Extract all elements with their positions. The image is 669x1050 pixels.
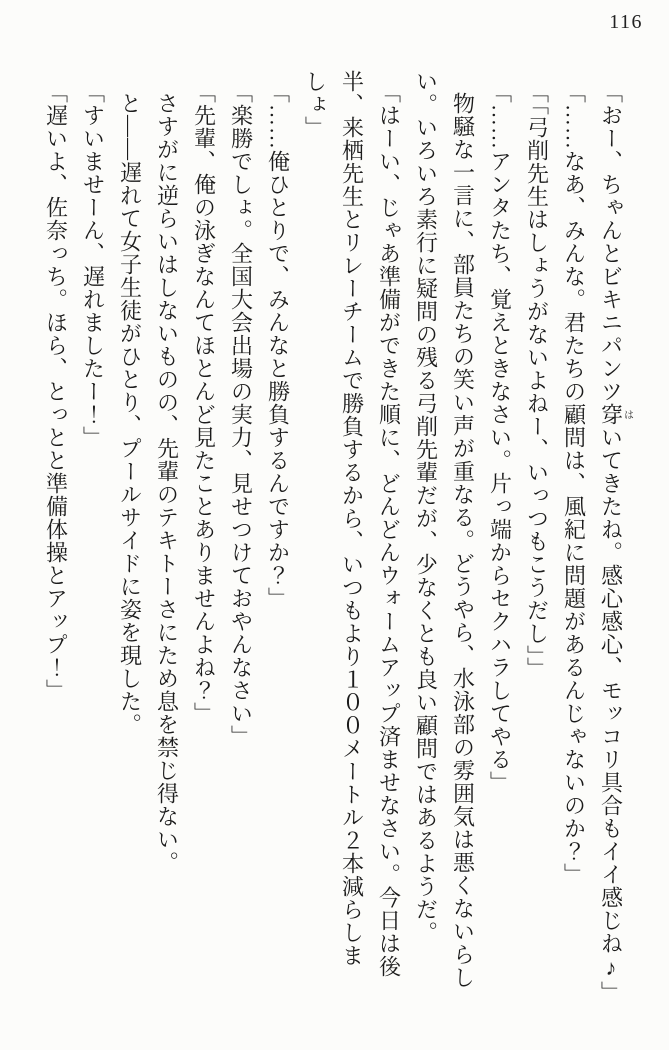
text-line: 「……なあ、みんな。君たちの顧問は、風紀に問題があるんじゃないのか？」 [561, 81, 587, 886]
ruby-annotated-char: 穿は [598, 403, 633, 426]
text-line: 「おー、ちゃんとビキニパンツ穿はいてきたね。感心感心、モッコリ具合もイイ感じね♪」 [598, 81, 633, 1004]
text-line: 「遅いよ、佐奈っち。ほら、とっとと準備体操とアップ！」 [43, 81, 69, 702]
text-line: 「すいませーん、遅れましたー！」 [80, 81, 106, 449]
text-line: 「……俺ひとりで、みんなと勝負するんですか？」 [265, 81, 291, 610]
text-line: と――遅れて女子生徒がひとり、プールサイドに姿を現した。 [117, 92, 143, 736]
text-line: 「「弓削先生はしょうがないよねー、いっつもこうだし」」 [524, 81, 550, 680]
furigana: は [621, 403, 633, 426]
text-line: 「先輩、俺の泳ぎなんてほとんど見たことありませんよね？」 [191, 81, 217, 725]
text-line: さすがに逆らいはしないものの、先輩のテキトーさにため息を禁じ得ない。 [154, 92, 180, 874]
text-line: 半、来栖先生とリレーチームで勝負するから、いつもより１００メートル２本減らしま [339, 70, 365, 967]
page-number: 116 [609, 11, 643, 33]
text-line: 「楽勝でしょ。全国大会出場の実力、見せつけておやんなさい」 [228, 81, 254, 748]
text-line: 物騒な一言に、部員たちの笑い声が重なる。どうやら、水泳部の雰囲気は悪くないらし [450, 92, 476, 989]
vertical-text-block [38, 70, 633, 1004]
text-line: 「はーい、じゃあ準備ができた順に、どんどんウォームアップ済ませなさい。今日は後 [376, 81, 402, 978]
text-line: い。いろいろ素行に疑問の残る弓削先輩だが、少なくとも良い顧問ではあるようだ。 [413, 70, 439, 944]
text-line: しょ」 [302, 70, 328, 139]
text-line: 「……アンタたち、覚えときなさい。片っ端からセクハラしてやる」 [487, 81, 513, 794]
